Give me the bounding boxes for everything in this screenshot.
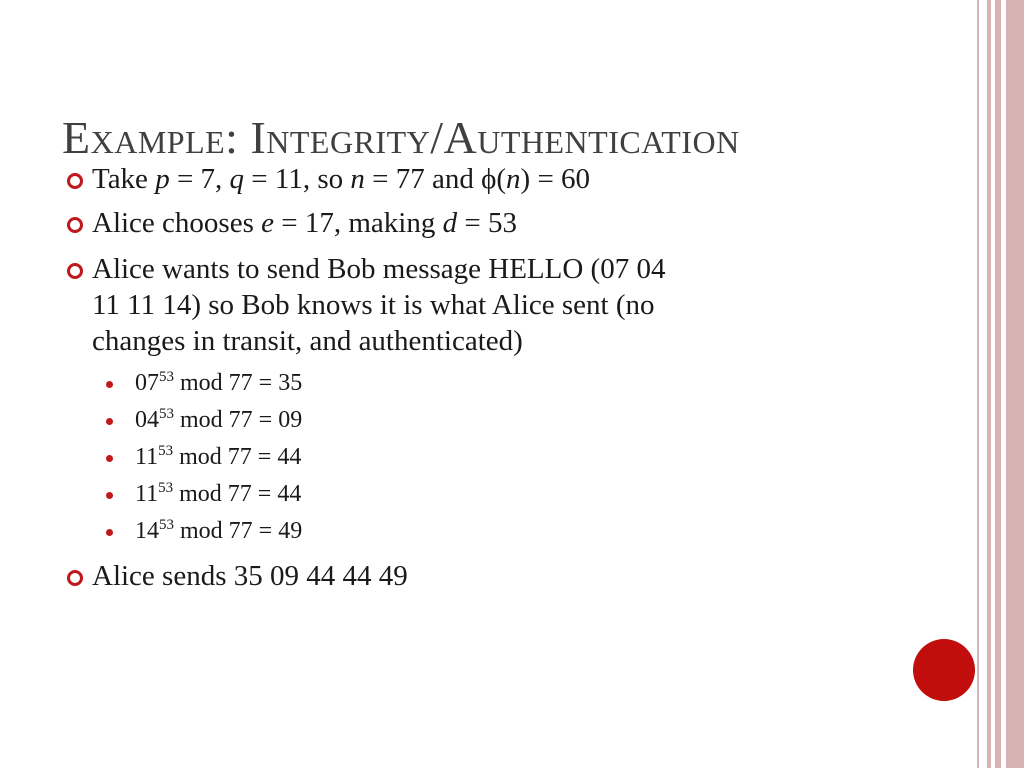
text-segment: = 7, [169, 163, 230, 195]
text-segment: = 77 and ϕ( [364, 163, 507, 195]
text-segment: Alice chooses [92, 207, 262, 239]
sub-bullet-icon [106, 492, 113, 499]
bullet-3-line-3: changes in transit, and authenticated) [92, 325, 523, 357]
math-variable: d [442, 207, 458, 239]
decor-stripe-2 [987, 0, 991, 768]
text-segment: = 53 [457, 207, 517, 239]
bullet-icon [67, 263, 83, 279]
sub-bullet-icon [106, 529, 113, 536]
text-segment: Take [92, 163, 156, 195]
slide-title: Example: Integrity/Authentication [62, 111, 740, 163]
sub-item: $07^{53}$ mod 77 = 35 [135, 369, 303, 396]
bullet-1-text [92, 162, 590, 197]
sub-item: $11^{53}$ mod 77 = 44 [135, 443, 302, 470]
sub-bullet-icon [106, 455, 113, 462]
bullet-icon [67, 217, 83, 233]
math-variable: p [155, 163, 170, 195]
text-segment: ) = 60 [520, 163, 591, 195]
bullet-3-line-1: Alice wants to send Bob message HELLO (07 04 [92, 253, 666, 285]
text-segment: = 11, so [244, 163, 351, 195]
sub-item: $04^{53}$ mod 77 = 09 [135, 406, 303, 433]
decor-stripe-4 [1006, 0, 1024, 768]
sub-bullet-icon [106, 418, 113, 425]
sub-bullet-icon [106, 381, 113, 388]
math-variable: q [229, 163, 245, 195]
bullet-icon [67, 173, 83, 189]
math-variable: n [506, 163, 521, 195]
red-circle-icon[interactable] [913, 639, 975, 701]
sub-item: $14^{53}$ mod 77 = 49 [135, 517, 303, 544]
bullet-2-text [92, 206, 517, 241]
sub-item: $11^{53}$ mod 77 = 44 [135, 480, 302, 507]
math-variable: n [350, 163, 365, 195]
bullet-3-line-2: 11 11 14) so Bob knows it is what Alice sent (no [92, 289, 655, 321]
text-segment: = 17, making [274, 207, 443, 239]
math-variable: e [261, 207, 274, 239]
decor-stripe-3 [995, 0, 1001, 768]
bullet-icon [67, 570, 83, 586]
decor-stripe-1 [977, 0, 979, 768]
bullet-4-text: Alice sends 35 09 44 44 49 [92, 560, 408, 592]
